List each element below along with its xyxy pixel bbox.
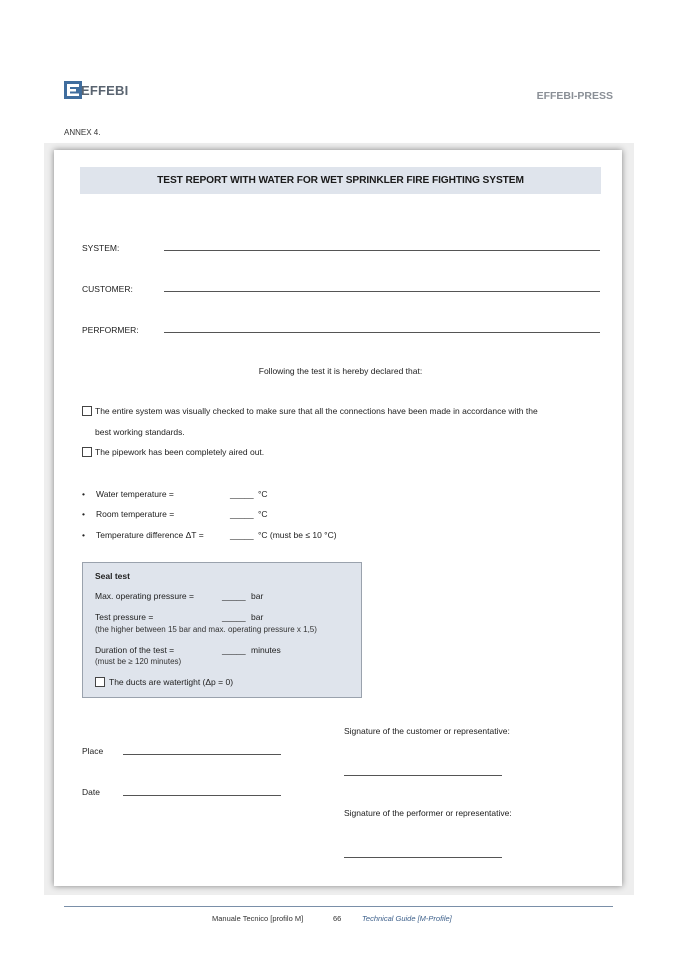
performer-field[interactable]: [164, 332, 600, 333]
bullet-icon: •: [82, 509, 85, 519]
bullet-icon: •: [82, 489, 85, 499]
place-field[interactable]: [123, 754, 281, 755]
customer-field[interactable]: [164, 291, 600, 292]
duration-unit: minutes: [251, 645, 281, 655]
system-field[interactable]: [164, 250, 600, 251]
temp-diff-blank[interactable]: _____: [230, 530, 254, 540]
customer-signature-field[interactable]: [344, 775, 502, 776]
customer-label: CUSTOMER:: [82, 284, 133, 294]
max-pressure-unit: bar: [251, 591, 264, 601]
performer-signature-field[interactable]: [344, 857, 502, 858]
test-pressure-label: Test pressure =: [95, 612, 154, 622]
temp-diff-unit: °C (must be ≤ 10 °C): [258, 530, 337, 540]
date-label: Date: [82, 787, 100, 797]
effebi-logo-mark-icon: [64, 81, 82, 99]
aired-out-text: The pipework has been completely aired out.: [95, 447, 265, 457]
duration-blank[interactable]: _____: [222, 645, 246, 655]
room-temp-label: Room temperature =: [96, 509, 175, 519]
system-label: SYSTEM:: [82, 243, 120, 253]
test-pressure-blank[interactable]: _____: [222, 612, 246, 622]
place-label: Place: [82, 746, 104, 756]
bullet-icon: •: [82, 530, 85, 540]
effebi-logo: [64, 81, 134, 103]
visual-check-text-2: best working standards.: [95, 427, 185, 437]
footer-divider: [64, 906, 613, 907]
duration-label: Duration of the test =: [95, 645, 175, 655]
watertight-checkbox[interactable]: [95, 677, 105, 687]
temp-diff-label: Temperature difference ΔT =: [96, 530, 204, 540]
page-number: 66: [333, 914, 342, 923]
water-temp-blank[interactable]: _____: [230, 489, 254, 499]
duration-note: (must be ≥ 120 minutes): [95, 657, 182, 666]
water-temp-unit: °C: [258, 489, 268, 499]
declaration-text: Following the test it is hereby declared that:: [258, 366, 423, 376]
test-pressure-unit: bar: [251, 612, 264, 622]
test-pressure-note: (the higher between 15 bar and max. operating pressure x 1,5): [95, 625, 317, 634]
watertight-text: The ducts are watertight (Δp = 0): [109, 677, 234, 687]
visual-check-checkbox[interactable]: [82, 406, 92, 416]
performer-signature-label: Signature of the performer or representative:: [344, 808, 512, 818]
performer-label: PERFORMER:: [82, 325, 139, 335]
seal-test-title: Seal test: [95, 571, 130, 581]
visual-check-text-1: The entire system was visually checked to make sure that all the connections have been made in accordance with the: [95, 406, 538, 416]
date-field[interactable]: [123, 795, 281, 796]
aired-out-checkbox[interactable]: [82, 447, 92, 457]
max-pressure-label: Max. operating pressure =: [95, 591, 194, 601]
max-pressure-blank[interactable]: _____: [222, 591, 246, 601]
water-temp-label: Water temperature =: [96, 489, 174, 499]
room-temp-blank[interactable]: _____: [230, 509, 254, 519]
brand-name: EFFEBI-PRESS: [536, 90, 613, 102]
logo-text: EFFEBI: [81, 83, 129, 98]
footer-right-text: Technical Guide [M-Profile]: [362, 914, 452, 923]
customer-signature-label: Signature of the customer or representative:: [344, 726, 510, 736]
footer-left-text: Manuale Tecnico [profilo M]: [212, 914, 304, 923]
form-title: TEST REPORT WITH WATER FOR WET SPRINKLER FIRE FIGHTING SYSTEM: [157, 175, 524, 186]
room-temp-unit: °C: [258, 509, 268, 519]
annex-label: ANNEX 4.: [64, 128, 101, 137]
